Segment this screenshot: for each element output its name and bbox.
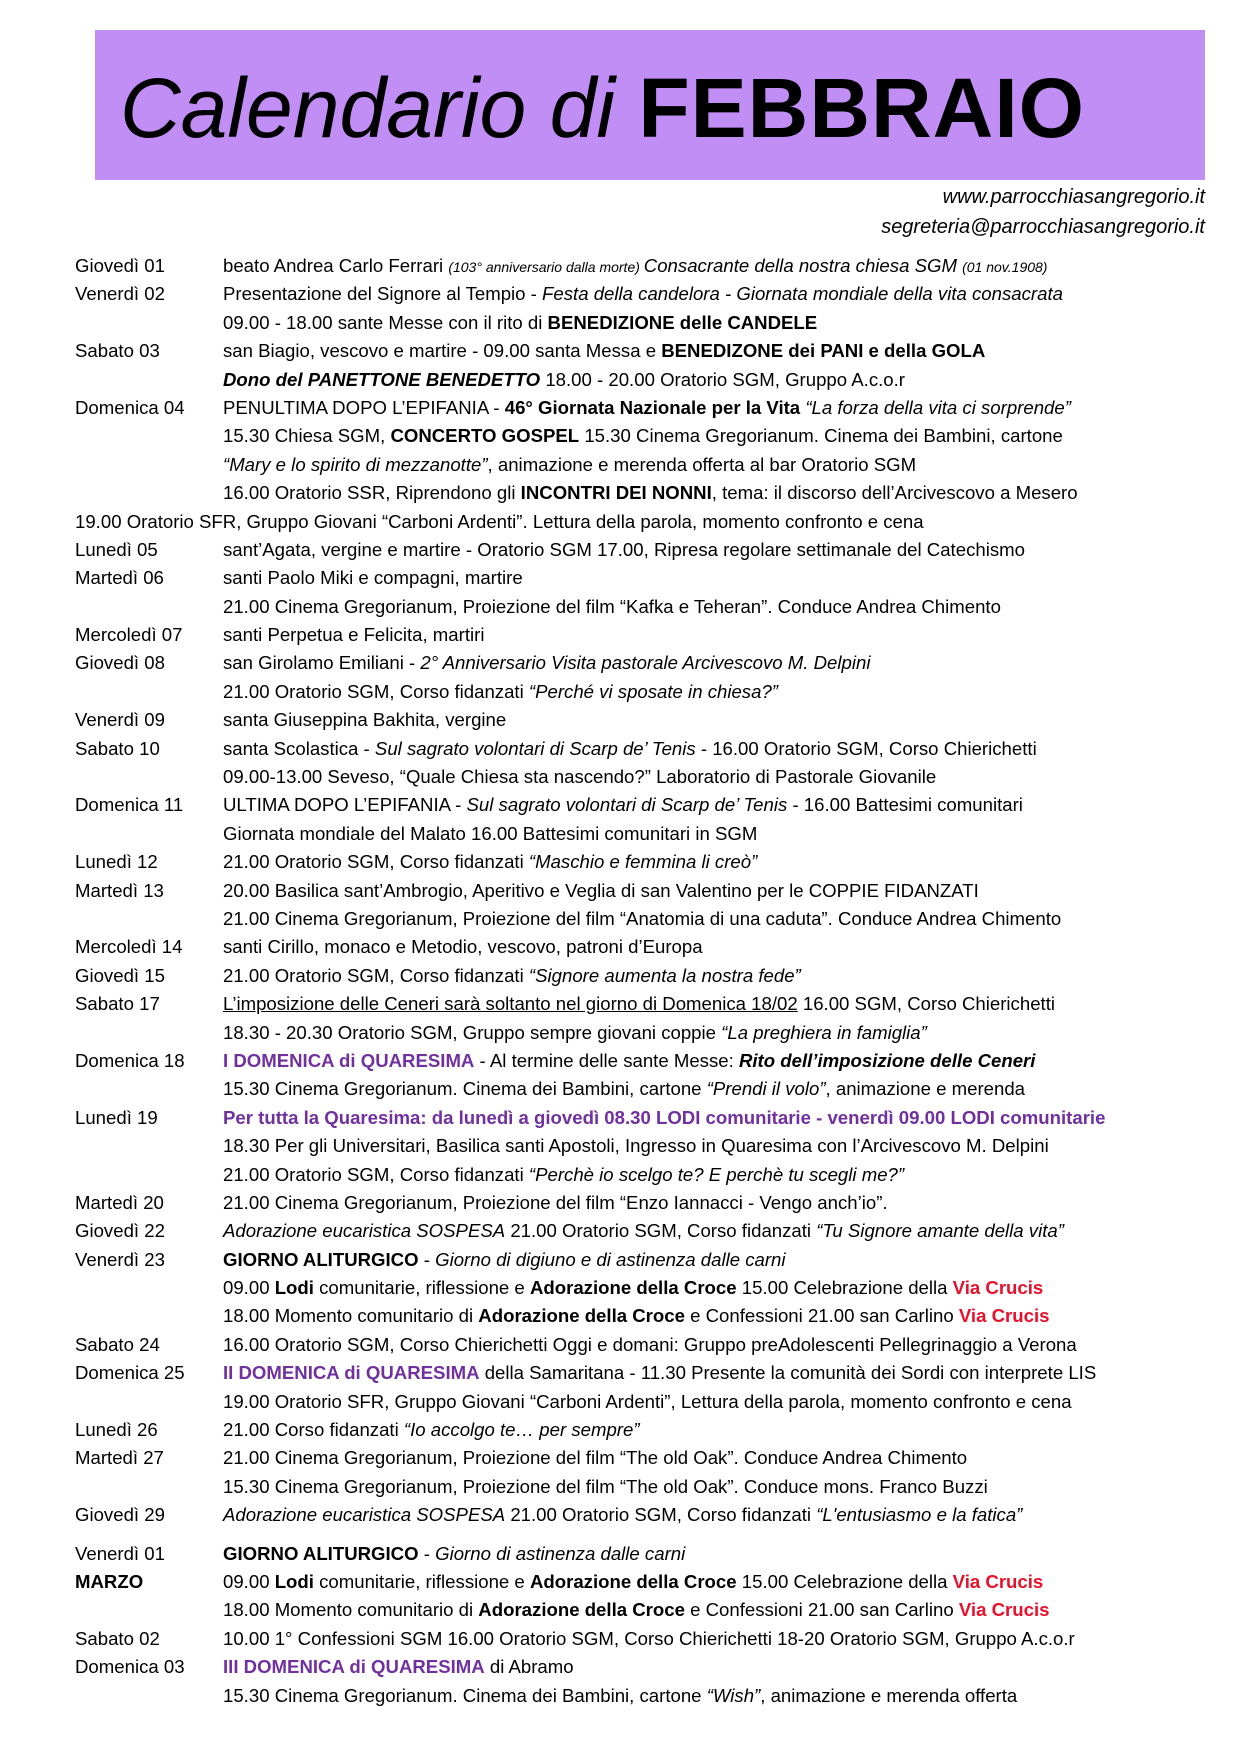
row-text <box>223 1217 1064 1245</box>
row-text <box>223 366 905 394</box>
row-day: Lunedì 26 <box>75 1419 158 1441</box>
row-text <box>223 933 703 961</box>
row-day: Mercoledì 07 <box>75 624 183 646</box>
calendar-row <box>75 1653 1225 1681</box>
calendar-row <box>75 1331 1225 1359</box>
calendar-row <box>75 1246 1225 1274</box>
calendar-row <box>75 366 1225 394</box>
text-segment: 18.00 - 20.00 Oratorio SGM, Gruppo A.c.o.r <box>540 368 905 390</box>
row-text <box>223 1596 1049 1624</box>
row-text <box>223 706 506 734</box>
text-segment: 18.30 - 20.30 Oratorio SGM, Gruppo sempre giovani coppie <box>223 1021 722 1043</box>
text-segment: Via Crucis <box>958 1305 1050 1327</box>
text-segment: (103° anniversario dalla morte) <box>448 259 644 275</box>
text-segment: della Samaritana - 11.30 Presente la comunità dei Sordi con interprete LIS <box>479 1362 1097 1384</box>
text-segment: PENULTIMA DOPO L’EPIFANIA - <box>223 396 505 418</box>
text-segment: , animazione e merenda <box>825 1078 1026 1100</box>
row-text <box>223 990 1055 1018</box>
text-segment: Giorno di digiuno e di astinenza dalle carni <box>435 1248 786 1270</box>
text-segment: “Perchè io scelgo te? E perchè tu scegli me?” <box>528 1163 905 1185</box>
text-segment: 21.00 Oratorio SGM, Corso fidanzati <box>223 1163 529 1185</box>
row-text <box>223 763 936 791</box>
calendar-row <box>75 1274 1225 1302</box>
text-segment: 21.00 Oratorio SGM, Corso fidanzati <box>223 964 529 986</box>
text-segment: , animazione e merenda offerta <box>760 1684 1018 1706</box>
calendar-row <box>75 337 1225 365</box>
text-segment: 18.00 Momento comunitario di <box>223 1599 479 1621</box>
row-day: Martedì 27 <box>75 1447 164 1469</box>
text-segment: “Signore aumenta la nostra fede” <box>528 964 801 986</box>
text-segment: Adorazione della Croce <box>478 1599 685 1621</box>
calendar-row <box>75 621 1225 649</box>
text-segment: 21.00 Oratorio SGM, Corso fidanzati <box>223 851 529 873</box>
row-day: Domenica 25 <box>75 1362 185 1384</box>
text-segment: e Confessioni 21.00 san Carlino <box>684 1305 959 1327</box>
row-day: Sabato 24 <box>75 1333 160 1355</box>
text-segment: 18.30 Per gli Universitari, Basilica santi Apostoli, Ingresso in Quaresima con l’Arcivescovo M. Delpini <box>223 1135 1049 1157</box>
calendar-row <box>75 309 1225 337</box>
text-segment: 15.30 Cinema Gregorianum. Cinema dei Bambini, cartone <box>223 1078 707 1100</box>
row-day: Giovedì 29 <box>75 1504 165 1526</box>
calendar-row <box>75 1596 1225 1624</box>
row-day: Giovedì 22 <box>75 1220 165 1242</box>
text-segment: “Mary e lo spirito di mezzanotte” <box>223 453 488 475</box>
calendar-row <box>75 1302 1225 1330</box>
row-text <box>223 252 1047 281</box>
calendar-row <box>75 394 1225 422</box>
text-segment: Sul sagrato volontari di Scarp de’ Tenis <box>374 737 696 759</box>
text-segment: san Girolamo Emiliani - <box>223 652 421 674</box>
text-segment: comunitarie, riflessione e <box>313 1570 530 1592</box>
text-segment: II DOMENICA di QUARESIMA <box>223 1362 480 1384</box>
calendar-row <box>75 820 1225 848</box>
row-day: Giovedì 15 <box>75 964 165 986</box>
text-segment: 09.00 - 18.00 sante Messe con il rito di <box>223 311 548 333</box>
text-segment: 09.00 <box>223 1277 275 1299</box>
text-segment: Presentazione del Signore al Tempio - <box>223 283 543 305</box>
text-segment: Adorazione della Croce <box>478 1305 685 1327</box>
text-segment: ULTIMA DOPO L’EPIFANIA - <box>223 794 467 816</box>
text-segment: 21.00 Oratorio SGM, Corso fidanzati <box>505 1504 817 1526</box>
calendar-row <box>75 280 1225 308</box>
text-segment: GIORNO ALITURGICO <box>223 1542 419 1564</box>
title-italic: Calendario di <box>120 61 615 155</box>
row-day: Lunedì 12 <box>75 851 158 873</box>
calendar-row <box>75 1161 1225 1189</box>
calendar-row <box>75 791 1225 819</box>
row-text <box>223 280 1063 308</box>
title-banner <box>95 30 1205 180</box>
text-segment: 09.00 <box>223 1570 275 1592</box>
row-day: Domenica 11 <box>75 794 184 816</box>
text-segment: 21.00 Cinema Gregorianum, Proiezione del film “The old Oak”. Conduce Andrea Chimento <box>223 1447 968 1469</box>
text-segment: “L'entusiasmo e la fatica” <box>816 1504 1023 1526</box>
text-segment: 19.00 Oratorio SFR, Gruppo Giovani “Carboni Ardenti”, Lettura della parola, momento confronto e cena <box>223 1390 1072 1412</box>
row-text <box>223 1359 1096 1387</box>
row-day: Mercoledì 14 <box>75 936 183 958</box>
text-segment: BENEDIZONE dei PANI e della GOLA <box>661 340 986 362</box>
calendar-list <box>75 252 1225 1710</box>
row-day: Martedì 13 <box>75 879 164 901</box>
row-day: Lunedì 05 <box>75 538 158 560</box>
text-segment: 21.00 Cinema Gregorianum, Proiezione del film “Enzo Iannacci - Vengo anch’io”. <box>223 1191 888 1213</box>
row-text <box>223 1075 1025 1103</box>
calendar-row <box>75 1104 1225 1132</box>
calendar-row <box>75 1047 1225 1075</box>
row-text <box>223 337 985 365</box>
text-segment: santa Giuseppina Bakhita, vergine <box>223 709 507 731</box>
row-day: Giovedì 01 <box>75 255 165 276</box>
text-segment: - 16.00 Oratorio SGM, Corso Chierichetti <box>695 737 1037 759</box>
text-segment: - <box>418 1248 436 1270</box>
calendar-row <box>75 990 1225 1018</box>
calendar-row <box>75 1388 1225 1416</box>
row-text <box>223 536 1025 564</box>
text-segment: III DOMENICA di QUARESIMA <box>223 1656 485 1678</box>
row-day: Domenica 04 <box>75 396 185 418</box>
calendar-row <box>75 1540 1225 1568</box>
row-text <box>223 564 523 592</box>
row-day: Venerdì 02 <box>75 283 165 305</box>
website-link[interactable]: www.parrocchiasangregorio.it <box>942 186 1205 208</box>
text-segment: Consacrante della nostra chiesa SGM <box>643 255 963 276</box>
text-segment: L’imposizione delle Ceneri sarà soltanto nel giorno di Domenica 18/02 <box>223 993 798 1015</box>
row-day: Martedì 20 <box>75 1191 164 1213</box>
text-segment: “Wish” <box>706 1684 761 1706</box>
text-segment: beato Andrea Carlo Ferrari <box>223 255 449 276</box>
text-segment: 20.00 Basilica sant’Ambrogio, Aperitivo e Veglia di san Valentino per le COPPIE FIDANZATI <box>223 879 979 901</box>
calendar-row <box>75 877 1225 905</box>
text-segment: 15.30 Cinema Gregorianum, Proiezione del film “The old Oak”. Conduce mons. Franco Buzzi <box>223 1475 988 1497</box>
row-day: Sabato 02 <box>75 1627 160 1649</box>
text-segment: Adorazione eucaristica SOSPESA <box>223 1504 506 1526</box>
text-segment: 15.30 Cinema Gregorianum. Cinema dei Bambini, cartone <box>579 425 1063 447</box>
calendar-row <box>75 1359 1225 1387</box>
row-day: Venerdì 01 <box>75 1542 165 1564</box>
text-segment: “Io accolgo te… per sempre” <box>403 1419 640 1441</box>
row-text <box>223 1246 786 1274</box>
row-text <box>223 1388 1072 1416</box>
text-segment: 16.00 SGM, Corso Chierichetti <box>797 993 1056 1015</box>
text-segment: san Biagio, vescovo e martire - 09.00 santa Messa e <box>223 340 662 362</box>
row-text <box>223 1104 1105 1132</box>
text-segment: 15.00 Celebrazione della <box>736 1570 953 1592</box>
text-segment: I DOMENICA di QUARESIMA <box>223 1049 475 1071</box>
calendar-row <box>75 508 1225 536</box>
row-day: Giovedì 08 <box>75 652 165 674</box>
row-text <box>223 1625 1075 1653</box>
text-segment: santi Perpetua e Felicita, martiri <box>223 624 485 646</box>
text-segment: 16.00 Oratorio SSR, Riprendono gli <box>223 482 521 504</box>
text-segment: 15.30 Cinema Gregorianum. Cinema dei Bambini, cartone <box>223 1684 707 1706</box>
calendar-row <box>75 649 1225 677</box>
row-text <box>223 1444 967 1472</box>
row-day: Sabato 17 <box>75 993 160 1015</box>
row-text <box>223 877 979 905</box>
text-segment: Per tutta la Quaresima: da lunedì a giovedì 08.30 LODI comunitarie - venerdì 09.00 LODI comunitarie <box>223 1106 1106 1128</box>
text-segment: comunitarie, riflessione e <box>313 1277 530 1299</box>
row-text <box>223 1302 1049 1330</box>
text-segment: 10.00 1° Confessioni SGM 16.00 Oratorio SGM, Corso Chierichetti 18-20 Oratorio SGM, Gruppo A.c.o.r <box>223 1627 1075 1649</box>
text-segment: Adorazione della Croce <box>529 1277 737 1299</box>
text-segment: Sul sagrato volontari di Scarp de’ Tenis <box>466 794 788 816</box>
email-link[interactable]: segreteria@parrocchiasangregorio.it <box>881 216 1205 238</box>
text-segment: 21.00 Cinema Gregorianum, Proiezione del film “Anatomia di una caduta”. Conduce Andrea Chimento <box>223 907 1062 929</box>
text-segment: 09.00-13.00 Seveso, “Quale Chiesa sta nascendo?” Laboratorio di Pastorale Giovanile <box>223 766 937 788</box>
page-title <box>120 58 1085 158</box>
row-text <box>223 791 1023 819</box>
row-day: Venerdì 23 <box>75 1248 165 1270</box>
row-text <box>223 479 1078 507</box>
text-segment: Adorazione eucaristica SOSPESA <box>223 1220 506 1242</box>
text-segment: - 16.00 Battesimi comunitari <box>787 794 1023 816</box>
row-text <box>223 1047 1035 1075</box>
text-segment: “Prendi il volo” <box>706 1078 826 1100</box>
row-day: Martedì 06 <box>75 567 164 589</box>
text-segment: 21.00 Oratorio SGM, Corso fidanzati <box>505 1220 817 1242</box>
text-segment: BENEDIZIONE delle CANDELE <box>547 311 818 333</box>
text-segment: 21.00 Corso fidanzati <box>223 1419 404 1441</box>
row-text <box>223 1189 888 1217</box>
row-text <box>223 1653 574 1681</box>
calendar-row <box>75 1568 1225 1596</box>
calendar-row <box>75 1132 1225 1160</box>
text-segment: 18.00 Momento comunitario di <box>223 1305 479 1327</box>
row-text <box>223 1540 685 1568</box>
calendar-row <box>75 933 1225 961</box>
text-segment: santi Paolo Miki e compagni, martire <box>223 567 523 589</box>
row-text <box>223 593 1001 621</box>
row-day: Lunedì 19 <box>75 1106 158 1128</box>
text-segment: Dono del PANETTONE BENEDETTO <box>223 368 541 390</box>
text-segment: - <box>418 1542 436 1564</box>
calendar-row <box>75 962 1225 990</box>
text-segment: 19.00 Oratorio SFR, Gruppo Giovani “Carboni Ardenti”. Lettura della parola, momento confronto e cena <box>75 510 924 532</box>
calendar-row <box>75 1075 1225 1103</box>
row-text <box>223 735 1037 763</box>
row-text <box>223 678 778 706</box>
calendar-row <box>75 1473 1225 1501</box>
text-segment: 15.30 Chiesa SGM, <box>223 425 391 447</box>
calendar-row <box>75 1625 1225 1653</box>
calendar-row <box>75 564 1225 592</box>
row-day: Domenica 18 <box>75 1049 185 1071</box>
text-segment: - Al termine delle sante Messe: <box>474 1049 739 1071</box>
calendar-row <box>75 706 1225 734</box>
calendar-row <box>75 905 1225 933</box>
row-text <box>223 1682 1017 1710</box>
text-segment: Lodi <box>274 1277 314 1299</box>
row-day: Sabato 10 <box>75 737 160 759</box>
row-day: Sabato 03 <box>75 340 160 362</box>
row-text <box>223 848 757 876</box>
row-text <box>223 451 916 479</box>
row-text <box>223 422 1063 450</box>
calendar-row <box>75 1189 1225 1217</box>
calendar-row <box>75 1501 1225 1529</box>
text-segment: “Tu Signore amante della vita” <box>816 1220 1064 1242</box>
text-segment: Adorazione della Croce <box>529 1570 737 1592</box>
calendar-row <box>75 422 1225 450</box>
text-segment: Via Crucis <box>952 1570 1044 1592</box>
text-segment: Rito dell’imposizione delle Ceneri <box>738 1049 1036 1071</box>
text-segment: INCONTRI DEI NONNI <box>520 482 712 504</box>
text-segment: santa Scolastica - <box>223 737 375 759</box>
calendar-row <box>75 1682 1225 1710</box>
text-segment: 15.00 Celebrazione della <box>736 1277 953 1299</box>
calendar-row <box>75 763 1225 791</box>
text-segment: , animazione e merenda offerta al bar Oratorio SGM <box>487 453 917 475</box>
calendar-row <box>75 479 1225 507</box>
calendar-row <box>75 252 1225 280</box>
calendar-row <box>75 1217 1225 1245</box>
row-text <box>223 820 757 848</box>
row-day: Domenica 03 <box>75 1656 185 1678</box>
text-segment: (01 nov.1908) <box>962 259 1048 275</box>
text-segment: 2° Anniversario Visita pastorale Arcivescovo M. Delpini <box>420 652 871 674</box>
row-day: MARZO <box>75 1570 144 1592</box>
calendar-row <box>75 536 1225 564</box>
text-segment: , tema: il discorso dell’Arcivescovo a Mesero <box>711 482 1078 504</box>
title-month: FEBBRAIO <box>638 61 1085 155</box>
text-segment: CONCERTO GOSPEL <box>390 425 580 447</box>
row-text <box>75 508 924 536</box>
text-segment: “Perché vi sposate in chiesa?” <box>528 680 778 702</box>
text-segment: sant’Agata, vergine e martire - Oratorio SGM 17.00, Ripresa regolare settimanale del Catechismo <box>223 538 1025 560</box>
calendar-row <box>75 678 1225 706</box>
row-text <box>223 1473 988 1501</box>
row-text <box>223 1416 640 1444</box>
row-text <box>223 962 801 990</box>
text-segment: Via Crucis <box>958 1599 1050 1621</box>
text-segment: di Abramo <box>484 1656 574 1678</box>
calendar-row <box>75 848 1225 876</box>
text-segment: “Maschio e femmina li creò” <box>528 851 758 873</box>
calendar-row <box>75 1444 1225 1472</box>
row-text <box>223 394 1071 422</box>
contact-links <box>881 182 1205 242</box>
text-segment: Giorno di astinenza dalle carni <box>435 1542 686 1564</box>
calendar-row <box>75 735 1225 763</box>
text-segment: e Confessioni 21.00 san Carlino <box>684 1599 959 1621</box>
row-text <box>223 1331 1077 1359</box>
text-segment: 16.00 Oratorio SGM, Corso Chierichetti Oggi e domani: Gruppo preAdolescenti Pellegrinaggio a Verona <box>223 1333 1077 1355</box>
text-segment: GIORNO ALITURGICO <box>223 1248 419 1270</box>
row-text <box>223 905 1061 933</box>
text-segment: Lodi <box>274 1570 314 1592</box>
text-segment: santi Cirillo, monaco e Metodio, vescovo, patroni d’Europa <box>223 936 703 958</box>
text-segment: “La forza della vita ci sorprende” <box>805 396 1071 418</box>
text-segment: Festa della candelora - Giornata mondiale della vita consacrata <box>542 283 1063 305</box>
text-segment: 21.00 Cinema Gregorianum, Proiezione del film “Kafka e Teheran”. Conduce Andrea Chimento <box>223 595 1001 617</box>
calendar-row <box>75 1019 1225 1047</box>
row-text <box>223 309 817 337</box>
calendar-row <box>75 593 1225 621</box>
text-segment: 21.00 Oratorio SGM, Corso fidanzati <box>223 680 529 702</box>
row-text <box>223 1274 1043 1302</box>
text-segment: 46° Giornata Nazionale per la Vita <box>504 396 801 418</box>
row-text <box>223 1501 1022 1529</box>
row-day: Venerdì 09 <box>75 709 165 731</box>
text-segment: Via Crucis <box>952 1277 1044 1299</box>
calendar-row <box>75 451 1225 479</box>
row-text <box>223 1019 927 1047</box>
calendar-row <box>75 1416 1225 1444</box>
row-text <box>223 1132 1049 1160</box>
text-segment: “La preghiera in famiglia” <box>721 1021 927 1043</box>
text-segment: Giornata mondiale del Malato 16.00 Battesimi comunitari in SGM <box>223 822 758 844</box>
row-text <box>223 1568 1043 1596</box>
row-text <box>223 621 484 649</box>
row-text <box>223 1161 904 1189</box>
row-text <box>223 649 870 677</box>
